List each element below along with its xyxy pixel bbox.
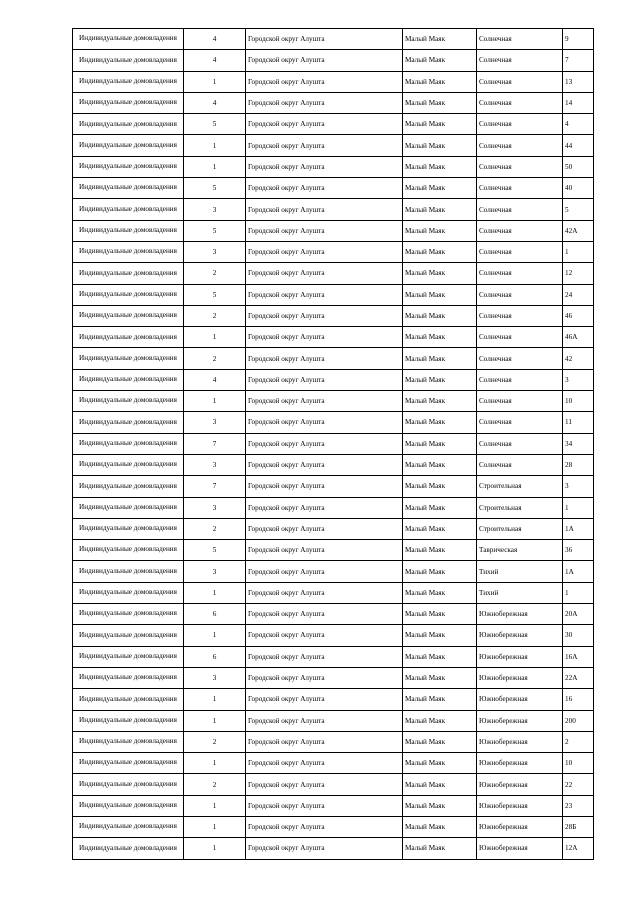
cell-district: Городской округ Алушта [246,156,403,177]
cell-locality: Малый Маяк [403,263,477,284]
table-row [73,731,594,752]
cell-building-type: Индивидуальные домовладения [73,220,184,241]
cell-street: Южнобережная [477,774,563,795]
cell-building-type: Индивидуальные домовладения [73,667,184,688]
cell-house-number: 23 [563,795,594,816]
cell-locality: Малый Маяк [403,135,477,156]
cell-house-number: 50 [563,156,594,177]
cell-house-number: 20А [563,604,594,625]
cell-count: 4 [184,92,246,113]
cell-building-type: Индивидуальные домовладения [73,284,184,305]
cell-count: 2 [184,774,246,795]
cell-count: 3 [184,199,246,220]
cell-district: Городской округ Алушта [246,178,403,199]
cell-district: Городской округ Алушта [246,582,403,603]
cell-count: 1 [184,816,246,837]
cell-street: Южнобережная [477,838,563,859]
cell-street: Солнечная [477,391,563,412]
cell-street: Южнобережная [477,667,563,688]
cell-street: Солнечная [477,220,563,241]
cell-district: Городской округ Алушта [246,604,403,625]
cell-locality: Малый Маяк [403,795,477,816]
cell-district: Городской округ Алушта [246,220,403,241]
cell-building-type: Индивидуальные домовладения [73,114,184,135]
cell-locality: Малый Маяк [403,412,477,433]
cell-district: Городской округ Алушта [246,369,403,390]
cell-locality: Малый Маяк [403,625,477,646]
cell-house-number: 3 [563,369,594,390]
cell-locality: Малый Маяк [403,816,477,837]
cell-locality: Малый Маяк [403,369,477,390]
cell-house-number: 12А [563,838,594,859]
cell-locality: Малый Маяк [403,476,477,497]
cell-house-number: 13 [563,71,594,92]
cell-house-number: 3 [563,476,594,497]
cell-street: Солнечная [477,29,563,50]
cell-locality: Малый Маяк [403,220,477,241]
cell-street: Солнечная [477,348,563,369]
cell-street: Таврическая [477,540,563,561]
cell-count: 1 [184,582,246,603]
cell-locality: Малый Маяк [403,838,477,859]
cell-count: 2 [184,305,246,326]
cell-house-number: 7 [563,50,594,71]
cell-locality: Малый Маяк [403,454,477,475]
cell-district: Городской округ Алушта [246,391,403,412]
table-row [73,50,594,71]
cell-count: 1 [184,135,246,156]
table-row [73,518,594,539]
table-row [73,774,594,795]
table-row [73,305,594,326]
cell-count: 5 [184,284,246,305]
cell-house-number: 28Б [563,816,594,837]
cell-street: Южнобережная [477,710,563,731]
cell-street: Солнечная [477,263,563,284]
cell-district: Городской округ Алушта [246,753,403,774]
cell-count: 2 [184,731,246,752]
cell-locality: Малый Маяк [403,710,477,731]
cell-building-type: Индивидуальные домовладения [73,135,184,156]
cell-district: Городской округ Алушта [246,348,403,369]
table-row [73,710,594,731]
cell-district: Городской округ Алушта [246,476,403,497]
cell-locality: Малый Маяк [403,348,477,369]
cell-street: Солнечная [477,454,563,475]
cell-district: Городской округ Алушта [246,305,403,326]
table-row [73,327,594,348]
cell-house-number: 12 [563,263,594,284]
cell-building-type: Индивидуальные домовладения [73,497,184,518]
cell-locality: Малый Маяк [403,156,477,177]
cell-district: Городской округ Алушта [246,50,403,71]
cell-locality: Малый Маяк [403,327,477,348]
cell-building-type: Индивидуальные домовладения [73,753,184,774]
cell-building-type: Индивидуальные домовладения [73,50,184,71]
table-row [73,433,594,454]
cell-locality: Малый Маяк [403,284,477,305]
cell-building-type: Индивидуальные домовладения [73,816,184,837]
cell-street: Южнобережная [477,646,563,667]
cell-street: Солнечная [477,305,563,326]
cell-building-type: Индивидуальные домовладения [73,412,184,433]
cell-locality: Малый Маяк [403,774,477,795]
cell-locality: Малый Маяк [403,241,477,262]
table-row [73,689,594,710]
cell-street: Тихий [477,561,563,582]
cell-count: 5 [184,114,246,135]
cell-count: 3 [184,241,246,262]
cell-locality: Малый Маяк [403,646,477,667]
cell-building-type: Индивидуальные домовладения [73,710,184,731]
table-row [73,604,594,625]
cell-street: Строительная [477,497,563,518]
cell-house-number: 1 [563,497,594,518]
cell-locality: Малый Маяк [403,689,477,710]
cell-locality: Малый Маяк [403,582,477,603]
cell-building-type: Индивидуальные домовладения [73,774,184,795]
cell-house-number: 22А [563,667,594,688]
table-row [73,369,594,390]
cell-street: Солнечная [477,71,563,92]
cell-house-number: 1 [563,241,594,262]
cell-count: 3 [184,412,246,433]
cell-house-number: 11 [563,412,594,433]
cell-street: Солнечная [477,92,563,113]
table-row [73,135,594,156]
cell-building-type: Индивидуальные домовладения [73,646,184,667]
cell-street: Южнобережная [477,689,563,710]
cell-street: Солнечная [477,114,563,135]
cell-count: 6 [184,604,246,625]
table-row [73,348,594,369]
cell-count: 1 [184,327,246,348]
table-row [73,391,594,412]
cell-district: Городской округ Алушта [246,241,403,262]
cell-house-number: 44 [563,135,594,156]
cell-street: Тихий [477,582,563,603]
cell-street: Южнобережная [477,604,563,625]
cell-district: Городской округ Алушта [246,284,403,305]
cell-street: Солнечная [477,178,563,199]
cell-locality: Малый Маяк [403,305,477,326]
cell-district: Городской округ Алушта [246,135,403,156]
cell-house-number: 28 [563,454,594,475]
cell-house-number: 14 [563,92,594,113]
cell-building-type: Индивидуальные домовладения [73,156,184,177]
cell-district: Городской округ Алушта [246,199,403,220]
cell-district: Городской округ Алушта [246,540,403,561]
cell-house-number: 46А [563,327,594,348]
cell-locality: Малый Маяк [403,199,477,220]
cell-building-type: Индивидуальные домовладения [73,795,184,816]
cell-building-type: Индивидуальные домовладения [73,454,184,475]
cell-house-number: 16А [563,646,594,667]
cell-house-number: 1 [563,582,594,603]
cell-street: Солнечная [477,327,563,348]
cell-house-number: 200 [563,710,594,731]
table-row [73,284,594,305]
cell-house-number: 1А [563,561,594,582]
cell-building-type: Индивидуальные домовладения [73,327,184,348]
cell-house-number: 40 [563,178,594,199]
cell-district: Городской округ Алушта [246,646,403,667]
cell-district: Городской округ Алушта [246,816,403,837]
cell-count: 2 [184,263,246,284]
cell-street: Солнечная [477,433,563,454]
cell-count: 3 [184,497,246,518]
cell-count: 1 [184,838,246,859]
cell-district: Городской округ Алушта [246,774,403,795]
cell-count: 3 [184,454,246,475]
cell-count: 7 [184,476,246,497]
cell-building-type: Индивидуальные домовладения [73,178,184,199]
table-row [73,92,594,113]
cell-house-number: 24 [563,284,594,305]
cell-count: 3 [184,561,246,582]
cell-building-type: Индивидуальные домовладения [73,476,184,497]
cell-district: Городской округ Алушта [246,29,403,50]
cell-locality: Малый Маяк [403,29,477,50]
housing-registry-table [72,28,594,860]
cell-locality: Малый Маяк [403,604,477,625]
table-row [73,263,594,284]
cell-locality: Малый Маяк [403,497,477,518]
cell-count: 1 [184,625,246,646]
cell-house-number: 2 [563,731,594,752]
cell-house-number: 42А [563,220,594,241]
cell-district: Городской округ Алушта [246,689,403,710]
cell-house-number: 10 [563,391,594,412]
table-row [73,156,594,177]
cell-locality: Малый Маяк [403,731,477,752]
cell-locality: Малый Маяк [403,92,477,113]
cell-building-type: Индивидуальные домовладения [73,540,184,561]
cell-building-type: Индивидуальные домовладения [73,369,184,390]
cell-count: 5 [184,178,246,199]
cell-street: Строительная [477,476,563,497]
cell-street: Солнечная [477,156,563,177]
cell-locality: Малый Маяк [403,71,477,92]
cell-locality: Малый Маяк [403,561,477,582]
cell-locality: Малый Маяк [403,518,477,539]
table-row [73,795,594,816]
cell-building-type: Индивидуальные домовладения [73,71,184,92]
cell-district: Городской округ Алушта [246,497,403,518]
cell-street: Солнечная [477,369,563,390]
cell-house-number: 22 [563,774,594,795]
cell-building-type: Индивидуальные домовладения [73,518,184,539]
cell-street: Солнечная [477,135,563,156]
cell-count: 4 [184,50,246,71]
cell-locality: Малый Маяк [403,50,477,71]
cell-district: Городской округ Алушта [246,518,403,539]
cell-count: 1 [184,391,246,412]
cell-building-type: Индивидуальные домовладения [73,241,184,262]
table-row [73,753,594,774]
cell-locality: Малый Маяк [403,753,477,774]
cell-building-type: Индивидуальные домовладения [73,263,184,284]
table-row [73,29,594,50]
cell-district: Городской округ Алушта [246,114,403,135]
cell-district: Городской округ Алушта [246,667,403,688]
cell-house-number: 4 [563,114,594,135]
cell-street: Южнобережная [477,753,563,774]
cell-count: 1 [184,710,246,731]
cell-count: 5 [184,220,246,241]
cell-locality: Малый Маяк [403,391,477,412]
cell-locality: Малый Маяк [403,114,477,135]
table-row [73,199,594,220]
cell-building-type: Индивидуальные домовладения [73,199,184,220]
table-row [73,816,594,837]
cell-district: Городской округ Алушта [246,625,403,646]
table-row [73,114,594,135]
cell-district: Городской округ Алушта [246,412,403,433]
cell-street: Солнечная [477,199,563,220]
table-row [73,412,594,433]
cell-house-number: 46 [563,305,594,326]
cell-count: 6 [184,646,246,667]
table-row [73,178,594,199]
cell-locality: Малый Маяк [403,433,477,454]
table-body [73,29,594,860]
cell-house-number: 30 [563,625,594,646]
cell-building-type: Индивидуальные домовладения [73,838,184,859]
cell-count: 1 [184,156,246,177]
cell-count: 7 [184,433,246,454]
cell-district: Городской округ Алушта [246,327,403,348]
cell-building-type: Индивидуальные домовладения [73,561,184,582]
cell-building-type: Индивидуальные домовладения [73,625,184,646]
cell-count: 1 [184,753,246,774]
cell-house-number: 36 [563,540,594,561]
cell-street: Солнечная [477,284,563,305]
cell-district: Городской округ Алушта [246,263,403,284]
table-row [73,497,594,518]
table-row [73,667,594,688]
table-row [73,540,594,561]
cell-street: Солнечная [477,241,563,262]
cell-district: Городской округ Алушта [246,561,403,582]
cell-district: Городской округ Алушта [246,795,403,816]
cell-count: 5 [184,540,246,561]
cell-count: 1 [184,795,246,816]
cell-building-type: Индивидуальные домовладения [73,391,184,412]
cell-street: Южнобережная [477,625,563,646]
cell-locality: Малый Маяк [403,540,477,561]
cell-building-type: Индивидуальные домовладения [73,29,184,50]
cell-building-type: Индивидуальные домовладения [73,433,184,454]
cell-count: 4 [184,369,246,390]
table-row [73,241,594,262]
cell-count: 1 [184,689,246,710]
cell-street: Южнобережная [477,795,563,816]
cell-building-type: Индивидуальные домовладения [73,689,184,710]
cell-building-type: Индивидуальные домовладения [73,92,184,113]
cell-district: Городской округ Алушта [246,838,403,859]
table-row [73,71,594,92]
cell-count: 2 [184,348,246,369]
cell-district: Городской округ Алушта [246,731,403,752]
cell-house-number: 5 [563,199,594,220]
cell-house-number: 1А [563,518,594,539]
cell-street: Южнобережная [477,816,563,837]
table-row [73,220,594,241]
cell-building-type: Индивидуальные домовладения [73,348,184,369]
cell-count: 2 [184,518,246,539]
cell-street: Солнечная [477,412,563,433]
cell-house-number: 10 [563,753,594,774]
cell-district: Городской округ Алушта [246,71,403,92]
cell-count: 1 [184,71,246,92]
cell-locality: Малый Маяк [403,667,477,688]
cell-count: 4 [184,29,246,50]
cell-building-type: Индивидуальные домовладения [73,731,184,752]
cell-street: Южнобережная [477,731,563,752]
cell-locality: Малый Маяк [403,178,477,199]
cell-count: 3 [184,667,246,688]
table-row [73,476,594,497]
table-row [73,646,594,667]
cell-district: Городской округ Алушта [246,92,403,113]
cell-house-number: 16 [563,689,594,710]
cell-building-type: Индивидуальные домовладения [73,604,184,625]
cell-house-number: 34 [563,433,594,454]
cell-building-type: Индивидуальные домовладения [73,582,184,603]
cell-house-number: 42 [563,348,594,369]
table-row [73,838,594,859]
cell-building-type: Индивидуальные домовладения [73,305,184,326]
cell-district: Городской округ Алушта [246,710,403,731]
table-row [73,625,594,646]
cell-street: Строительная [477,518,563,539]
cell-house-number: 9 [563,29,594,50]
table-row [73,582,594,603]
cell-street: Солнечная [477,50,563,71]
cell-district: Городской округ Алушта [246,433,403,454]
table-row [73,454,594,475]
table-row [73,561,594,582]
cell-district: Городской округ Алушта [246,454,403,475]
